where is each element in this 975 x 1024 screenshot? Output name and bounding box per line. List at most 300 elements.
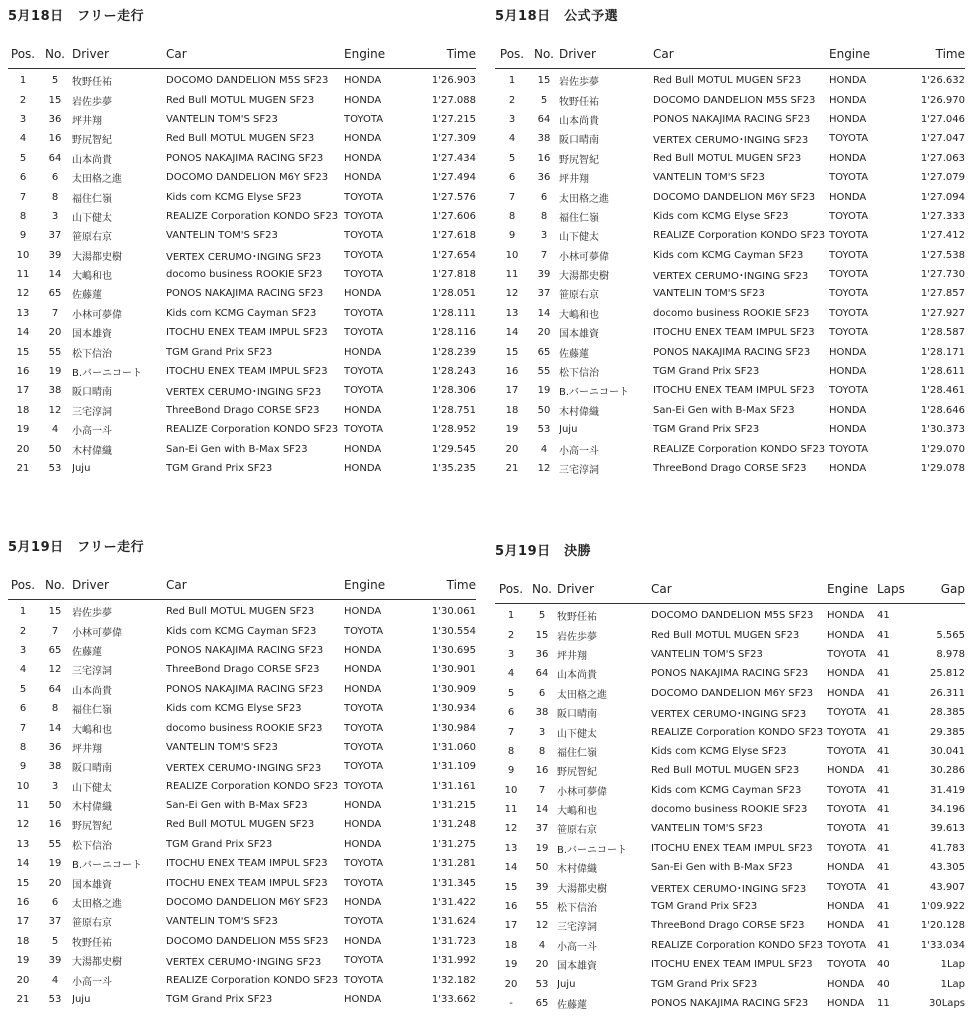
- pos-cell: 12: [504, 823, 518, 835]
- result-row: [8, 660, 476, 679]
- pos-cell: 15: [505, 346, 519, 358]
- car-cell: Kids com KCMG Cayman SF23: [653, 249, 804, 261]
- result-row: [8, 893, 476, 912]
- result-row: [495, 916, 965, 935]
- engine-cell: TOYOTA: [344, 761, 384, 773]
- car-number-cell: 64: [535, 668, 549, 680]
- driver-cell: 野尻智紀: [557, 767, 597, 779]
- car-number-cell: 55: [535, 901, 549, 913]
- driver-cell: 松下信治: [559, 368, 599, 380]
- car-number-cell: 37: [535, 823, 549, 835]
- pos-cell: 13: [504, 842, 518, 854]
- car-number-cell: 14: [537, 307, 551, 319]
- time-cell: 1'27.309: [431, 133, 476, 145]
- engine-cell: HONDA: [827, 765, 865, 777]
- driver-cell: 三宅淳詞: [557, 922, 597, 934]
- laps-cell: 40: [877, 959, 890, 971]
- car-cell: Red Bull MOTUL MUGEN SF23: [166, 94, 315, 106]
- car-cell: docomo business ROOKIE SF23: [653, 307, 810, 319]
- engine-cell: TOYOTA: [344, 974, 384, 986]
- driver-cell: 野尻智紀: [72, 821, 112, 833]
- engine-cell: TOYOTA: [344, 703, 384, 715]
- time-cell: 1'31.281: [431, 858, 476, 870]
- pos-cell: 1: [507, 610, 515, 622]
- engine-cell: TOYOTA: [827, 939, 867, 951]
- header-no: No.: [527, 563, 557, 604]
- time-cell: 1'28.243: [431, 366, 476, 378]
- car-cell: DOCOMO DANDELION M5S SF23: [653, 94, 816, 106]
- result-row: [8, 246, 476, 265]
- pos-cell: 5: [19, 683, 27, 695]
- time-cell: 1'30.909: [431, 683, 476, 695]
- car-cell: DOCOMO DANDELION M6Y SF23: [166, 172, 329, 184]
- time-cell: 1'31.161: [431, 780, 476, 792]
- driver-cell: 小高一斗: [557, 941, 597, 953]
- engine-cell: TOYOTA: [827, 881, 867, 893]
- header-laps: Laps: [877, 563, 913, 604]
- car-number-cell: 7: [51, 307, 59, 319]
- engine-cell: TOYOTA: [827, 707, 867, 719]
- pos-cell: 15: [16, 877, 30, 889]
- result-row: [8, 304, 476, 323]
- pos-cell: 4: [19, 664, 27, 676]
- car-cell: PONOS NAKAJIMA RACING SF23: [653, 346, 811, 358]
- engine-cell: HONDA: [344, 463, 382, 474]
- result-row: [495, 839, 965, 858]
- header-engine: Engine: [829, 28, 893, 69]
- driver-cell: 佐藤蓮: [559, 348, 589, 360]
- driver-cell: 山下健太: [557, 728, 597, 740]
- laps-cell: 40: [877, 978, 890, 990]
- pos-cell: 2: [19, 625, 27, 637]
- engine-cell: HONDA: [344, 664, 382, 676]
- driver-cell: 木村偉織: [72, 445, 112, 457]
- car-number-cell: 55: [537, 366, 551, 378]
- result-row: [8, 69, 476, 91]
- engine-cell: HONDA: [829, 191, 867, 203]
- result-row: [495, 362, 965, 381]
- time-cell: 1'29.070: [920, 443, 965, 455]
- engine-cell: HONDA: [829, 424, 867, 436]
- car-number-cell: 19: [48, 858, 62, 870]
- car-cell: VERTEX CERUMO･INGING SF23: [166, 387, 322, 399]
- pos-cell: 15: [16, 346, 30, 358]
- time-cell: 1'27.333: [920, 210, 965, 222]
- time-cell: 1'30.554: [431, 625, 476, 637]
- driver-cell: 大嶋和也: [72, 271, 112, 283]
- time-cell: 1'28.646: [920, 404, 965, 416]
- pos-cell: 20: [16, 974, 30, 986]
- car-cell: Red Bull MOTUL MUGEN SF23: [166, 819, 315, 831]
- driver-cell: 太田格之進: [557, 689, 607, 701]
- result-row: [8, 168, 476, 187]
- pos-cell: 7: [508, 191, 516, 203]
- result-row: [495, 897, 965, 916]
- header-pos: Pos.: [495, 563, 527, 604]
- time-cell: 1'31.215: [431, 800, 476, 812]
- pos-cell: 20: [505, 443, 519, 455]
- time-cell: 1'29.078: [920, 463, 965, 474]
- results-body: [8, 69, 476, 479]
- engine-cell: TOYOTA: [829, 172, 869, 184]
- header-engine: Engine: [827, 563, 877, 604]
- time-cell: 1'27.538: [920, 249, 965, 261]
- header-no: No.: [38, 28, 72, 69]
- result-row: [8, 265, 476, 284]
- engine-cell: TOYOTA: [344, 741, 384, 753]
- car-cell: VERTEX CERUMO･INGING SF23: [651, 709, 807, 721]
- engine-cell: HONDA: [344, 94, 382, 106]
- engine-cell: TOYOTA: [827, 959, 867, 971]
- engine-cell: HONDA: [827, 610, 865, 622]
- driver-cell: 木村偉織: [72, 802, 112, 814]
- result-row: [8, 680, 476, 699]
- result-row: [495, 604, 965, 626]
- pos-cell: 14: [16, 327, 30, 339]
- pos-cell: 1: [508, 75, 516, 87]
- car-number-cell: 65: [48, 644, 62, 656]
- result-row: [495, 323, 965, 342]
- engine-cell: TOYOTA: [344, 327, 384, 339]
- header-car: Car: [166, 559, 344, 600]
- driver-cell: 松下信治: [72, 348, 112, 360]
- pos-cell: 18: [504, 939, 518, 951]
- engine-cell: HONDA: [344, 994, 382, 1005]
- car-cell: ITOCHU ENEX TEAM IMPUL SF23: [651, 959, 813, 971]
- driver-cell: 松下信治: [72, 840, 112, 852]
- car-number-cell: 65: [537, 346, 551, 358]
- engine-cell: TOYOTA: [827, 784, 867, 796]
- header-driver: Driver: [557, 563, 651, 604]
- result-row: [495, 69, 965, 91]
- gap-cell: 8.978: [936, 648, 965, 660]
- pos-cell: 9: [19, 761, 27, 773]
- time-cell: 1'26.970: [920, 94, 965, 106]
- time-cell: 1'31.060: [431, 741, 476, 753]
- car-number-cell: 12: [48, 664, 62, 676]
- time-cell: 1'27.818: [431, 269, 476, 281]
- time-cell: 1'28.952: [431, 424, 476, 436]
- car-cell: PONOS NAKAJIMA RACING SF23: [166, 152, 324, 164]
- driver-cell: 小高一斗: [72, 976, 112, 988]
- header-pos: Pos.: [8, 28, 38, 69]
- driver-cell: 国本雄資: [559, 329, 599, 341]
- engine-cell: HONDA: [344, 443, 382, 455]
- engine-cell: TOYOTA: [344, 269, 384, 281]
- driver-cell: 野尻智紀: [72, 135, 112, 147]
- pos-cell: 10: [505, 249, 519, 261]
- time-cell: 1'27.088: [431, 94, 476, 106]
- car-cell: VANTELIN TOM'S SF23: [651, 823, 763, 835]
- driver-cell: 太田格之進: [72, 174, 122, 186]
- pos-cell: 8: [19, 741, 27, 753]
- driver-cell: 山下健太: [72, 212, 112, 224]
- driver-cell: 福住仁嶺: [559, 212, 599, 224]
- header-time: Time: [406, 559, 476, 600]
- gap-cell: 1'20.128: [920, 920, 965, 932]
- driver-cell: 岩佐歩夢: [557, 631, 597, 643]
- time-cell: 1'32.182: [431, 974, 476, 986]
- car-number-cell: 19: [48, 366, 62, 378]
- header-pos: Pos.: [495, 28, 529, 69]
- result-row: [495, 781, 965, 800]
- result-row: [495, 800, 965, 819]
- engine-cell: TOYOTA: [829, 133, 869, 145]
- result-row: [495, 304, 965, 323]
- driver-cell: B.バーニコート: [72, 368, 143, 380]
- driver-cell: 松下信治: [557, 903, 597, 915]
- result-row: [8, 718, 476, 737]
- driver-cell: 福住仁嶺: [72, 193, 112, 205]
- engine-cell: HONDA: [344, 800, 382, 812]
- car-number-cell: 16: [535, 765, 549, 777]
- car-cell: docomo business ROOKIE SF23: [166, 269, 323, 281]
- result-row: [8, 854, 476, 873]
- engine-cell: HONDA: [827, 901, 865, 913]
- driver-cell: 大湯都史樹: [72, 957, 122, 969]
- engine-cell: HONDA: [344, 897, 382, 909]
- session-panel-0519-free-practice: [8, 537, 476, 1009]
- pos-cell: 3: [508, 113, 516, 125]
- car-number-cell: 38: [48, 761, 62, 773]
- pos-cell: 16: [504, 901, 518, 913]
- pos-cell: 11: [505, 269, 519, 281]
- result-row: [495, 722, 965, 741]
- time-cell: 1'33.662: [431, 994, 476, 1005]
- result-row: [495, 742, 965, 761]
- car-cell: docomo business ROOKIE SF23: [166, 722, 323, 734]
- time-cell: 1'31.624: [431, 916, 476, 928]
- pos-cell: 4: [507, 668, 515, 680]
- result-row: [8, 912, 476, 931]
- result-row: [495, 149, 965, 168]
- result-row: [495, 168, 965, 187]
- pos-cell: 3: [19, 644, 27, 656]
- time-cell: 1'27.094: [920, 191, 965, 203]
- car-cell: Red Bull MOTUL MUGEN SF23: [166, 133, 315, 145]
- engine-cell: TOYOTA: [829, 288, 869, 300]
- car-cell: ITOCHU ENEX TEAM IMPUL SF23: [653, 327, 815, 339]
- result-row: [495, 974, 965, 993]
- car-number-cell: 15: [48, 606, 62, 618]
- car-number-cell: 20: [48, 327, 62, 339]
- session-panel-0519-race: [495, 541, 965, 1013]
- result-row: [495, 284, 965, 303]
- result-row: [8, 738, 476, 757]
- driver-cell: 国本雄資: [72, 329, 112, 341]
- driver-cell: 太田格之進: [72, 899, 122, 911]
- car-cell: ThreeBond Drago CORSE SF23: [166, 404, 320, 416]
- pos-cell: 14: [504, 862, 518, 874]
- gap-cell: 29.385: [930, 726, 965, 738]
- driver-cell: 大湯都史樹: [559, 271, 609, 283]
- pos-cell: 10: [16, 249, 30, 261]
- result-row: [495, 90, 965, 109]
- engine-cell: TOYOTA: [829, 385, 869, 397]
- time-cell: 1'30.934: [431, 703, 476, 715]
- car-cell: VANTELIN TOM'S SF23: [651, 648, 763, 660]
- laps-cell: 41: [877, 707, 890, 719]
- car-cell: PONOS NAKAJIMA RACING SF23: [651, 998, 809, 1009]
- time-cell: 1'27.618: [431, 230, 476, 242]
- pos-cell: 1: [19, 606, 27, 618]
- car-number-cell: 39: [535, 881, 549, 893]
- header-engine: Engine: [344, 559, 406, 600]
- gap-cell: 31.419: [930, 784, 965, 796]
- car-number-cell: 15: [48, 94, 62, 106]
- driver-cell: 岩佐歩夢: [72, 96, 112, 108]
- pos-cell: 18: [16, 404, 30, 416]
- header-row: [8, 559, 476, 600]
- pos-cell: 21: [16, 994, 30, 1005]
- time-cell: 1'28.111: [431, 307, 476, 319]
- time-cell: 1'30.901: [431, 664, 476, 676]
- car-number-cell: 37: [48, 916, 62, 928]
- result-row: [8, 777, 476, 796]
- result-row: [495, 994, 965, 1013]
- car-number-cell: 64: [48, 152, 62, 164]
- time-cell: 1'27.063: [920, 152, 965, 164]
- header-driver: Driver: [72, 28, 166, 69]
- car-cell: ITOCHU ENEX TEAM IMPUL SF23: [166, 858, 328, 870]
- car-cell: PONOS NAKAJIMA RACING SF23: [166, 288, 324, 300]
- pos-cell: 20: [504, 978, 518, 990]
- result-row: [495, 625, 965, 644]
- result-row: [8, 149, 476, 168]
- pos-cell: 12: [505, 288, 519, 300]
- car-number-cell: 5: [538, 610, 546, 622]
- laps-cell: 41: [877, 765, 890, 777]
- pos-cell: 7: [19, 722, 27, 734]
- engine-cell: HONDA: [344, 935, 382, 947]
- time-cell: 1'27.730: [920, 269, 965, 281]
- result-row: [495, 684, 965, 703]
- engine-cell: TOYOTA: [344, 780, 384, 792]
- gap-cell: 1Lap: [940, 959, 965, 971]
- result-row: [495, 664, 965, 683]
- gap-cell: 34.196: [930, 804, 965, 816]
- pos-cell: 17: [505, 385, 519, 397]
- time-cell: 1'28.751: [431, 404, 476, 416]
- engine-cell: TOYOTA: [344, 625, 384, 637]
- driver-cell: 小林可夢偉: [72, 309, 122, 321]
- engine-cell: TOYOTA: [344, 249, 384, 261]
- driver-cell: 太田格之進: [559, 193, 609, 205]
- pos-cell: 6: [19, 172, 27, 184]
- pos-cell: 19: [505, 424, 519, 436]
- result-row: [495, 207, 965, 226]
- pos-cell: 2: [508, 94, 516, 106]
- car-cell: ThreeBond Drago CORSE SF23: [653, 463, 807, 474]
- time-cell: 1'35.235: [431, 463, 476, 474]
- result-row: [495, 877, 965, 896]
- session-panel-0518-free-practice: [8, 6, 476, 478]
- laps-cell: 41: [877, 842, 890, 854]
- time-cell: 1'31.723: [431, 935, 476, 947]
- pos-cell: -: [509, 998, 513, 1009]
- driver-cell: 阪口晴南: [72, 387, 112, 399]
- car-number-cell: 53: [535, 978, 549, 990]
- pos-cell: 19: [504, 959, 518, 971]
- car-cell: REALIZE Corporation KONDO SF23: [651, 726, 824, 738]
- pos-cell: 6: [508, 172, 516, 184]
- car-number-cell: 8: [538, 745, 546, 757]
- pos-cell: 18: [505, 404, 519, 416]
- laps-cell: 41: [877, 920, 890, 932]
- header-row: [495, 28, 965, 69]
- car-number-cell: 16: [537, 152, 551, 164]
- engine-cell: TOYOTA: [344, 113, 384, 125]
- car-number-cell: 36: [48, 113, 62, 125]
- car-number-cell: 20: [537, 327, 551, 339]
- result-row: [495, 459, 965, 478]
- car-number-cell: 39: [48, 955, 62, 967]
- pos-cell: 9: [508, 230, 516, 242]
- time-cell: 1'31.109: [431, 761, 476, 773]
- time-cell: 1'28.461: [920, 385, 965, 397]
- car-cell: REALIZE Corporation KONDO SF23: [166, 974, 339, 986]
- result-row: [8, 641, 476, 660]
- driver-cell: 笹原右京: [72, 918, 112, 930]
- engine-cell: HONDA: [344, 819, 382, 831]
- gap-cell: 43.907: [930, 881, 965, 893]
- result-row: [495, 955, 965, 974]
- laps-cell: 41: [877, 823, 890, 835]
- time-cell: 1'28.587: [920, 327, 965, 339]
- driver-cell: 三宅淳詞: [72, 406, 112, 418]
- engine-cell: HONDA: [827, 978, 865, 990]
- engine-cell: TOYOTA: [829, 230, 869, 242]
- driver-cell: Juju: [72, 463, 91, 474]
- time-cell: 1'29.545: [431, 443, 476, 455]
- driver-cell: 牧野任祐: [72, 937, 112, 949]
- driver-cell: 佐藤蓮: [72, 646, 102, 658]
- pos-cell: 11: [16, 800, 30, 812]
- car-number-cell: 12: [535, 920, 549, 932]
- car-cell: ThreeBond Drago CORSE SF23: [651, 920, 805, 932]
- car-number-cell: 36: [537, 172, 551, 184]
- car-cell: TGM Grand Prix SF23: [651, 901, 758, 913]
- pos-cell: 21: [505, 463, 519, 474]
- car-cell: PONOS NAKAJIMA RACING SF23: [166, 644, 324, 656]
- laps-cell: 41: [877, 745, 890, 757]
- driver-cell: 阪口晴南: [559, 135, 599, 147]
- car-number-cell: 16: [48, 819, 62, 831]
- driver-cell: 木村偉織: [557, 864, 597, 876]
- engine-cell: HONDA: [829, 404, 867, 416]
- engine-cell: HONDA: [829, 366, 867, 378]
- results-body: [495, 604, 965, 1014]
- gap-cell: 26.311: [930, 687, 965, 699]
- driver-cell: 国本雄資: [72, 879, 112, 891]
- car-number-cell: 5: [51, 935, 59, 947]
- time-cell: 1'28.051: [431, 288, 476, 300]
- engine-cell: TOYOTA: [344, 366, 384, 378]
- pos-cell: 13: [505, 307, 519, 319]
- time-cell: 1'27.927: [920, 307, 965, 319]
- pos-cell: 8: [508, 210, 516, 222]
- car-number-cell: 50: [48, 443, 62, 455]
- car-number-cell: 50: [48, 800, 62, 812]
- engine-cell: TOYOTA: [344, 385, 384, 397]
- gap-cell: 25.812: [930, 668, 965, 680]
- car-cell: DOCOMO DANDELION M6Y SF23: [651, 687, 814, 699]
- header-driver: Driver: [72, 559, 166, 600]
- car-number-cell: 14: [48, 269, 62, 281]
- laps-cell: 41: [877, 610, 890, 622]
- driver-cell: B.バーニコート: [557, 844, 628, 856]
- pos-cell: 12: [16, 288, 30, 300]
